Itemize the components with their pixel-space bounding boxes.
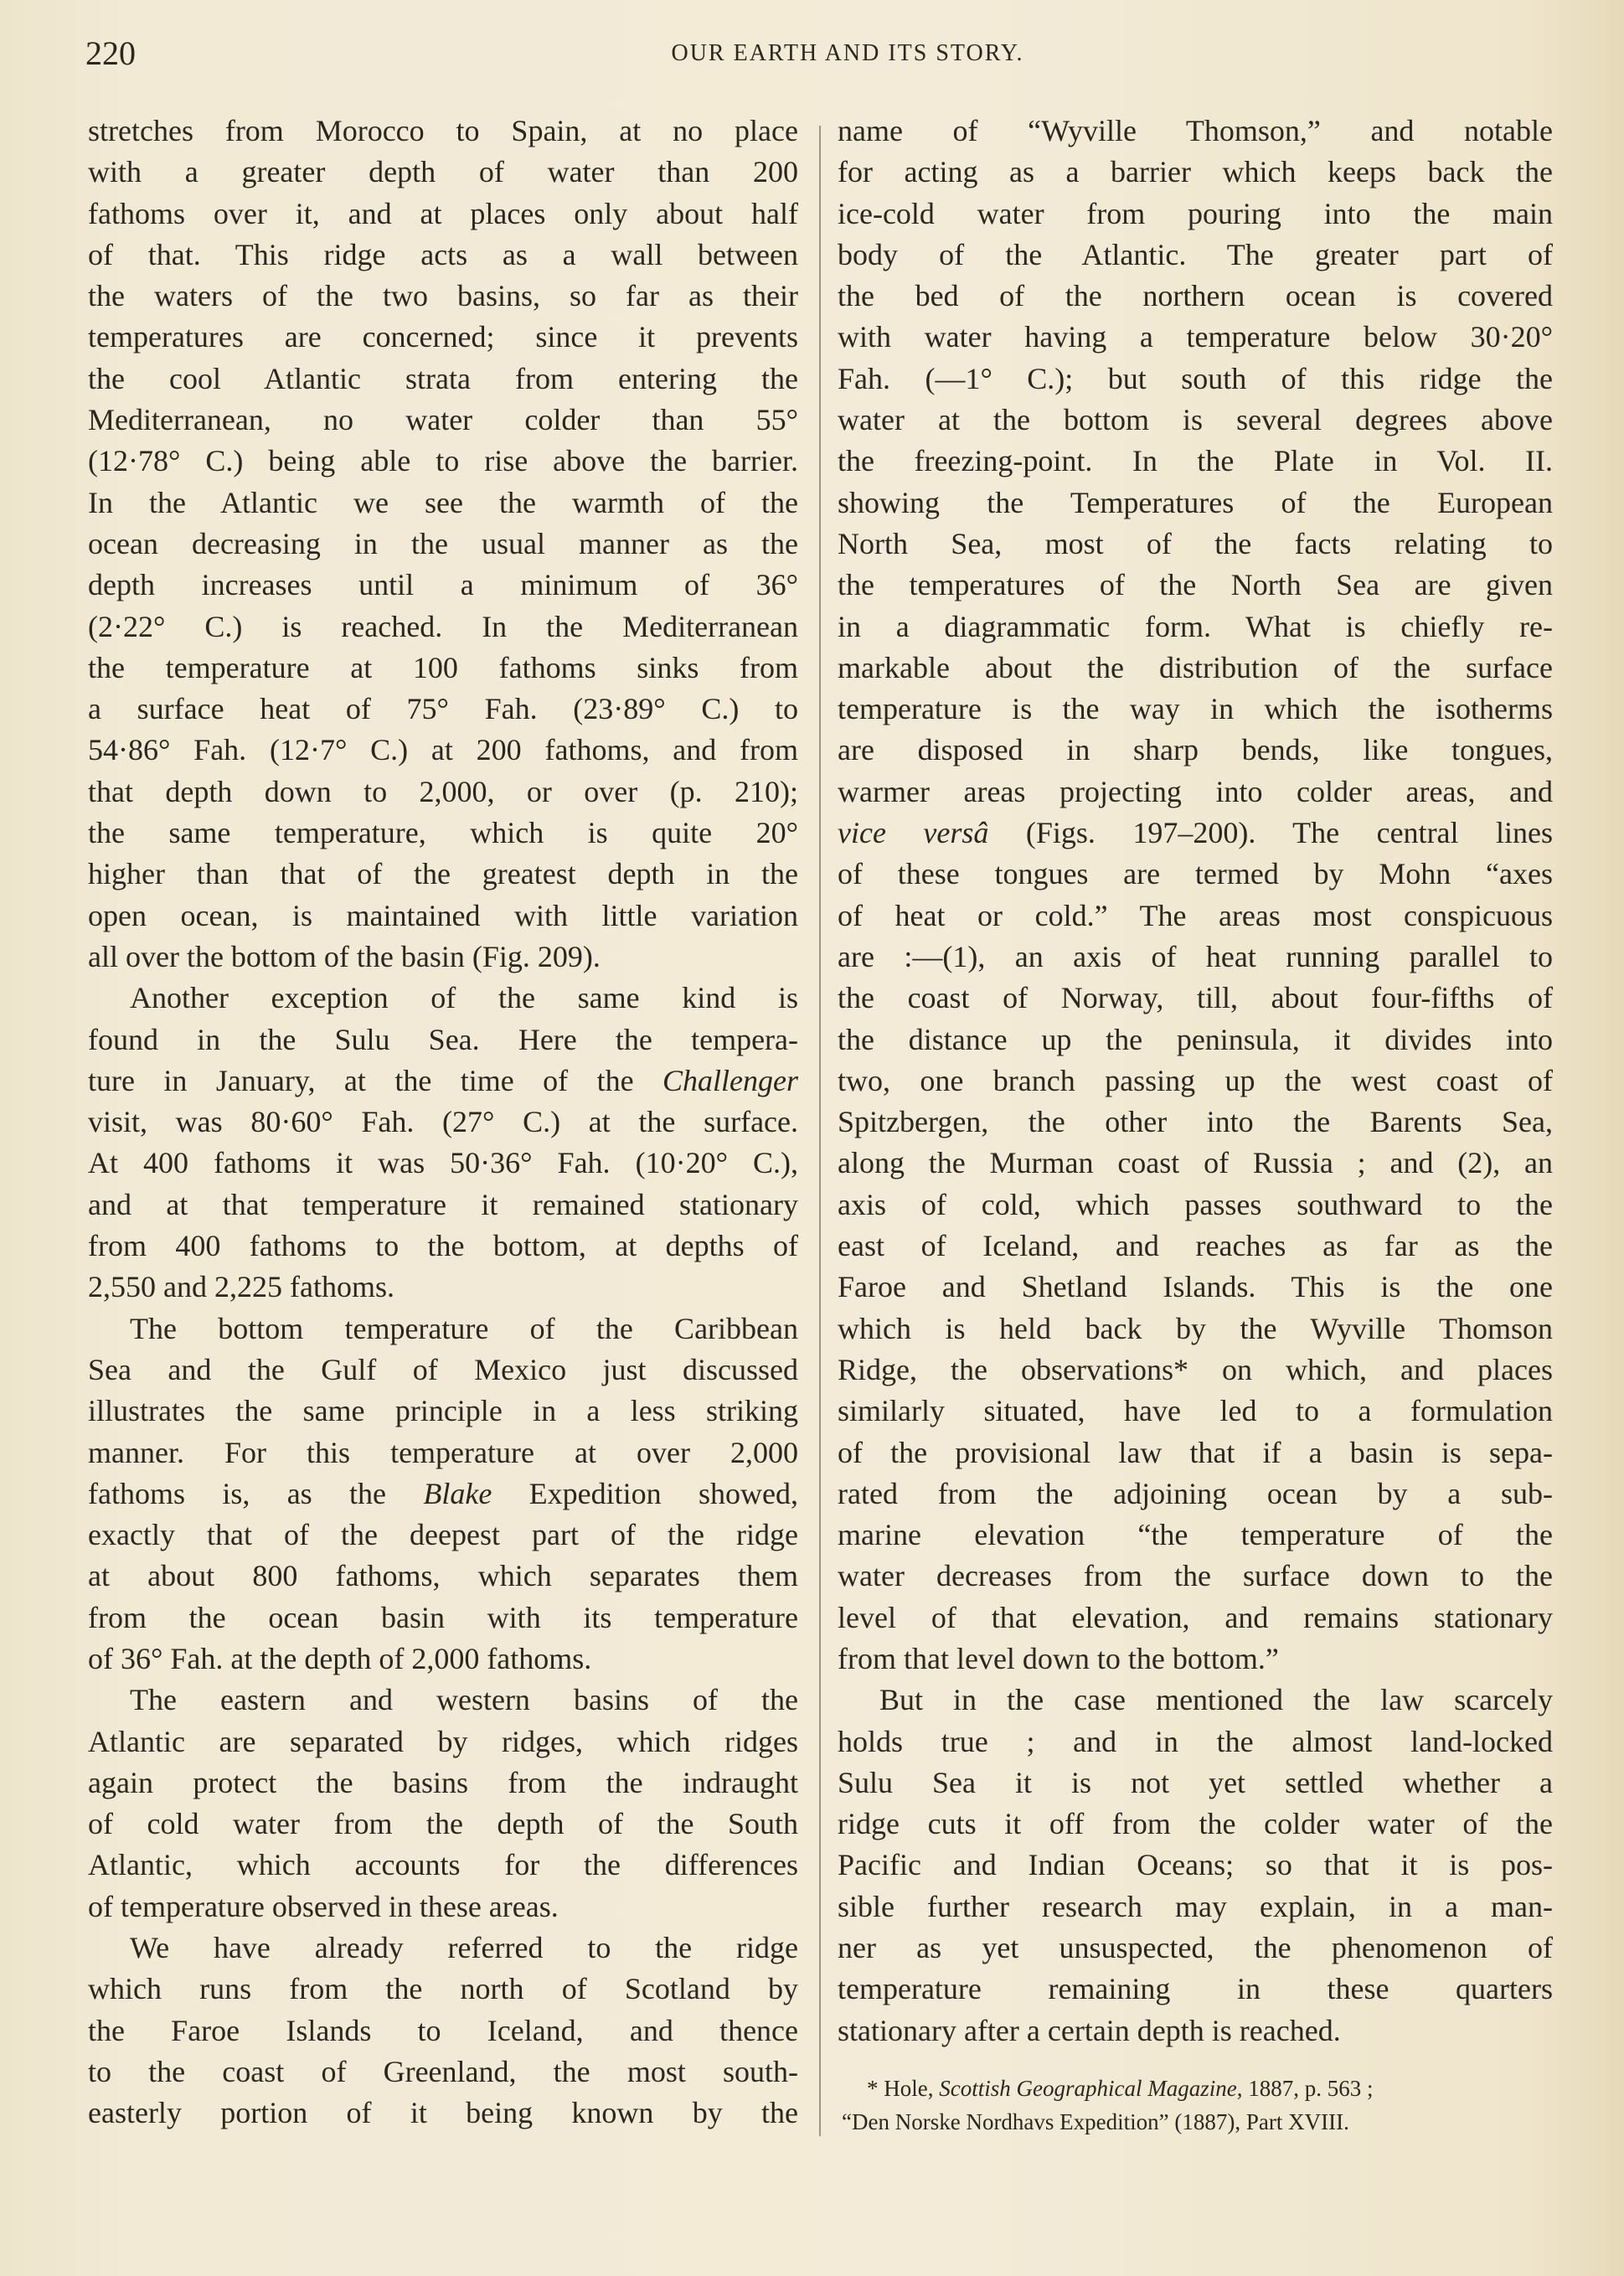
text-line: east of Iceland, and reaches as far as the bbox=[838, 1229, 1553, 1263]
text-line: found in the Sulu Sea. Here the tempera- bbox=[88, 1022, 798, 1056]
text-line: Fah. (—1° C.); but south of this ridge the bbox=[838, 361, 1553, 395]
text-line: in a diagrammatic form. What is chiefly re- bbox=[838, 609, 1553, 643]
text-line: the coast of Norway, till, about four-fifths of bbox=[838, 981, 1553, 1015]
text-line: Atlantic are separated by ridges, which ridges bbox=[88, 1724, 798, 1758]
text-line: the cool Atlantic strata from entering the bbox=[88, 361, 798, 395]
text-line: showing the Temperatures of the European bbox=[838, 485, 1553, 519]
text-line: markable about the distribution of the surface bbox=[838, 650, 1553, 684]
text-line: But in the case mentioned the law scarcely bbox=[879, 1683, 1553, 1717]
text-line: holds true ; and in the almost land-locked bbox=[838, 1724, 1553, 1758]
text-line: illustrates the same principle in a less striking bbox=[88, 1394, 798, 1428]
text-line: are disposed in sharp bends, like tongues, bbox=[838, 733, 1553, 767]
text-line: (2·22° C.) is reached. In the Mediterranean bbox=[88, 609, 798, 643]
text-line: Pacific and Indian Oceans; so that it is pos- bbox=[838, 1848, 1553, 1882]
text-line: the temperature at 100 fathoms sinks from bbox=[88, 650, 798, 684]
text-line: along the Murman coast of Russia ; and (2), an bbox=[838, 1146, 1553, 1180]
text-line: again protect the basins from the indraught bbox=[88, 1765, 798, 1799]
text-line: the same temperature, which is quite 20° bbox=[88, 816, 798, 850]
text-line: water at the bottom is several degrees above bbox=[838, 403, 1553, 437]
text-line: the freezing-point. In the Plate in Vol. II. bbox=[838, 444, 1553, 478]
text-line: Spitzbergen, the other into the Barents Sea, bbox=[838, 1105, 1553, 1139]
text-line: are :—(1), an axis of heat running parallel to bbox=[838, 939, 1553, 973]
text-line: to the coast of Greenland, the most south- bbox=[88, 2054, 798, 2088]
text-line: of that. This ridge acts as a wall between bbox=[88, 237, 798, 271]
text-line: In the Atlantic we see the warmth of the bbox=[88, 485, 798, 519]
text-line: 2,550 and 2,225 fathoms. bbox=[88, 1270, 394, 1304]
text-line: similarly situated, have led to a formulation bbox=[838, 1394, 1553, 1428]
text-line: which is held back by the Wyville Thomson bbox=[838, 1311, 1553, 1345]
page-header bbox=[85, 34, 1543, 75]
text-line: the temperatures of the North Sea are given bbox=[838, 568, 1553, 602]
text-line: level of that elevation, and remains stationary bbox=[838, 1600, 1553, 1634]
text-line: Sea and the Gulf of Mexico just discussed bbox=[88, 1352, 798, 1386]
text-line: axis of cold, which passes southward to the bbox=[838, 1187, 1553, 1221]
text-line: North Sea, most of the facts relating to bbox=[838, 526, 1553, 560]
text-line: at about 800 fathoms, which separates them bbox=[88, 1559, 798, 1593]
text-line: stationary after a certain depth is reached. bbox=[838, 2013, 1341, 2047]
text-line: ner as yet unsuspected, the phenomenon of bbox=[838, 1931, 1553, 1965]
text-line: sible further research may explain, in a man- bbox=[838, 1889, 1553, 1923]
text-line: Mediterranean, no water colder than 55° bbox=[88, 403, 798, 437]
footnote-line: “Den Norske Nordhavs Expedition” (1887), Part XVIII. bbox=[842, 2109, 1349, 2134]
text-line: 54·86° Fah. (12·7° C.) at 200 fathoms, and from bbox=[88, 733, 798, 767]
text-line: body of the Atlantic. The greater part of bbox=[838, 237, 1553, 271]
text-line: ture in January, at the time of the Challenger bbox=[88, 1063, 798, 1097]
text-line: depth increases until a minimum of 36° bbox=[88, 568, 798, 602]
text-line: name of “Wyville Thomson,” and notable bbox=[838, 114, 1553, 147]
text-line: from 400 fathoms to the bottom, at depths of bbox=[88, 1229, 798, 1263]
text-line: Sulu Sea it is not yet settled whether a bbox=[838, 1765, 1553, 1799]
text-line: The bottom temperature of the Caribbean bbox=[130, 1311, 798, 1345]
text-line: the waters of the two basins, so far as their bbox=[88, 279, 798, 313]
left-column bbox=[88, 111, 798, 2134]
text-line: of temperature observed in these areas. bbox=[88, 1889, 559, 1923]
text-line: the distance up the peninsula, it divides into bbox=[838, 1022, 1553, 1056]
text-line: Ridge, the observations* on which, and places bbox=[838, 1352, 1553, 1386]
text-line: We have already referred to the ridge bbox=[130, 1931, 798, 1965]
text-line: manner. For this temperature at over 2,000 bbox=[88, 1435, 798, 1469]
text-line: water decreases from the surface down to the bbox=[838, 1559, 1553, 1593]
text-line: (12·78° C.) being able to rise above the barrier. bbox=[88, 444, 798, 478]
text-line: which runs from the north of Scotland by bbox=[88, 1972, 798, 2006]
text-line: exactly that of the deepest part of the ridge bbox=[88, 1518, 798, 1552]
text-line: visit, was 80·60° Fah. (27° C.) at the surface. bbox=[88, 1105, 798, 1139]
right-column bbox=[838, 111, 1553, 2051]
text-line: that depth down to 2,000, or over (p. 210); bbox=[88, 774, 798, 808]
text-line: the Faroe Islands to Iceland, and thence bbox=[88, 2013, 798, 2047]
text-line: of these tongues are termed by Mohn “axes bbox=[838, 857, 1553, 891]
text-line: stretches from Morocco to Spain, at no place bbox=[88, 114, 798, 147]
column-rule bbox=[819, 126, 821, 2136]
running-head: OUR EARTH AND ITS STORY. bbox=[671, 40, 1024, 66]
text-line: ocean decreasing in the usual manner as the bbox=[88, 526, 798, 560]
text-line: Atlantic, which accounts for the differences bbox=[88, 1848, 798, 1882]
text-line: warmer areas projecting into colder areas, and bbox=[838, 774, 1553, 808]
text-line: open ocean, is maintained with little variation bbox=[88, 898, 798, 932]
page-number: 220 bbox=[85, 34, 136, 72]
text-line: temperature remaining in these quarters bbox=[838, 1972, 1553, 2006]
text-line: two, one branch passing up the west coast of bbox=[838, 1063, 1553, 1097]
text-line: from the ocean basin with its temperature bbox=[88, 1600, 798, 1634]
text-line: temperature is the way in which the isotherms bbox=[838, 692, 1553, 726]
text-line: from that level down to the bottom.” bbox=[838, 1641, 1279, 1675]
text-line: of the provisional law that if a basin is sepa- bbox=[838, 1435, 1553, 1469]
footnote-line: * Hole, Scottish Geographical Magazine, 1887, p. 563 ; bbox=[867, 2076, 1374, 2101]
text-line: temperatures are concerned; since it prevents bbox=[88, 320, 798, 354]
text-line: with a greater depth of water than 200 bbox=[88, 155, 798, 189]
text-line: and at that temperature it remained stationary bbox=[88, 1187, 798, 1221]
text-line: At 400 fathoms it was 50·36° Fah. (10·20° C.), bbox=[88, 1146, 798, 1180]
text-line: Faroe and Shetland Islands. This is the one bbox=[838, 1270, 1553, 1304]
text-line: of 36° Fah. at the depth of 2,000 fathoms. bbox=[88, 1641, 592, 1675]
text-line: rated from the adjoining ocean by a sub- bbox=[838, 1476, 1553, 1510]
text-line: with water having a temperature below 30·20° bbox=[838, 320, 1553, 354]
footnote bbox=[842, 2072, 1544, 2139]
text-line: ice-cold water from pouring into the main bbox=[838, 196, 1553, 230]
text-line: Another exception of the same kind is bbox=[130, 981, 798, 1015]
text-line: the bed of the northern ocean is covered bbox=[838, 279, 1553, 313]
text-line: The eastern and western basins of the bbox=[130, 1683, 798, 1717]
text-line: higher than that of the greatest depth in the bbox=[88, 857, 798, 891]
text-line: marine elevation “the temperature of the bbox=[838, 1518, 1553, 1552]
text-line: fathoms over it, and at places only about half bbox=[88, 196, 798, 230]
text-line: fathoms is, as the Blake Expedition showed, bbox=[88, 1476, 798, 1510]
text-line: vice versâ (Figs. 197–200). The central lines bbox=[838, 816, 1553, 850]
text-line: of cold water from the depth of the South bbox=[88, 1807, 798, 1841]
text-line: a surface heat of 75° Fah. (23·89° C.) to bbox=[88, 692, 798, 726]
text-line: all over the bottom of the basin (Fig. 209). bbox=[88, 939, 601, 973]
text-line: easterly portion of it being known by the bbox=[88, 2096, 798, 2130]
text-line: ridge cuts it off from the colder water of the bbox=[838, 1807, 1553, 1841]
text-line: for acting as a barrier which keeps back the bbox=[838, 155, 1553, 189]
text-line: of heat or cold.” The areas most conspicuous bbox=[838, 898, 1553, 932]
